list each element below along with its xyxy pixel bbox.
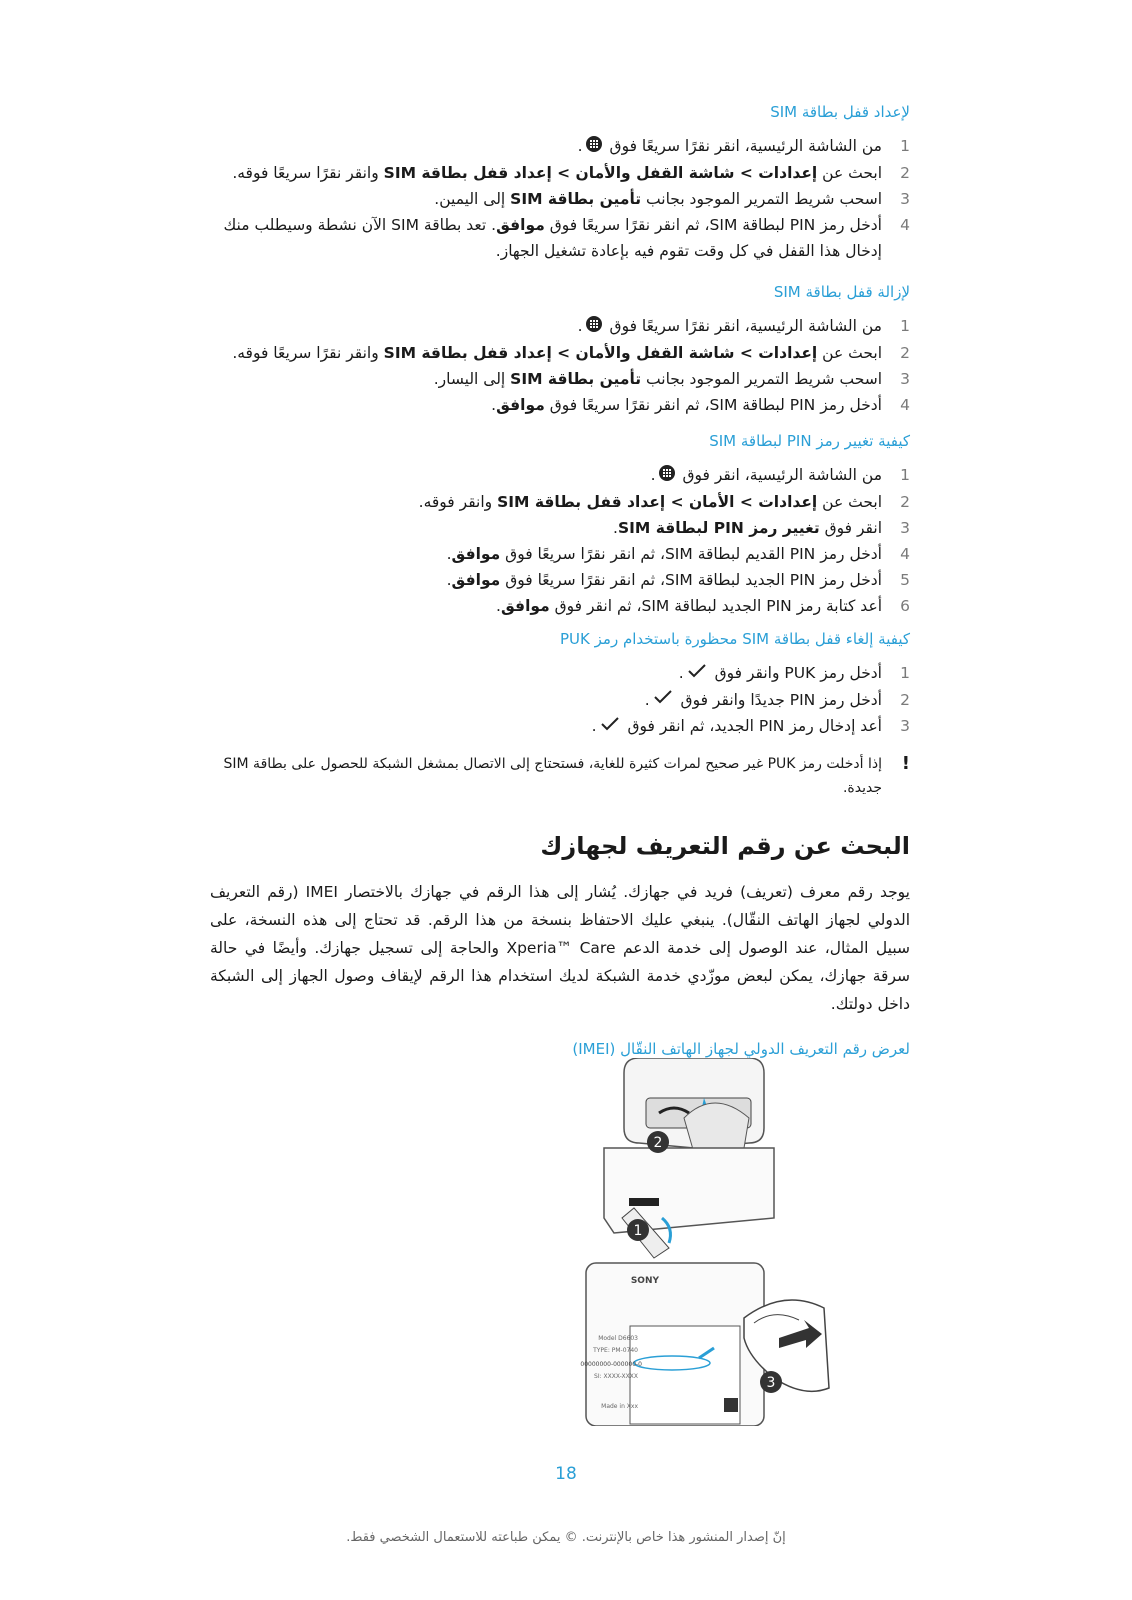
step-text: أدخل رمز PIN جديدًا وانقر فوق (675, 690, 882, 709)
menu-path: إعدادات > الأمان > إعداد قفل بطاقة SIM (497, 492, 818, 511)
section-title: كيفية تغيير رمز PIN لبطاقة SIM (709, 432, 910, 450)
step-tail: . (678, 664, 684, 682)
step-number: 1 (900, 137, 910, 155)
step-text: أدخل رمز PIN الجديد لبطاقة SIM، ثم انقر نقرًا سريعًا فوق (500, 570, 882, 589)
warning-note (210, 752, 910, 800)
setting-name: تأمين بطاقة SIM (510, 369, 642, 388)
step-number: 4 (900, 544, 910, 563)
step-text: من الشاشة الرئيسية، انقر فوق (677, 466, 882, 484)
step-tail: . (446, 544, 452, 563)
section-change-pin (210, 432, 910, 619)
phone-side-diagram (604, 1148, 774, 1258)
step-number: 2 (900, 492, 910, 511)
step-text: ابحث عن (817, 343, 882, 362)
list-item (210, 160, 910, 186)
label-made: Made in Xxx (601, 1403, 638, 1410)
step-number: 2 (900, 343, 910, 362)
step-tail: إلى اليسار. (433, 369, 511, 388)
warning-icon: ! (901, 753, 910, 774)
step-number: 1 (900, 664, 910, 682)
section-title: لإعداد قفل بطاقة SIM (770, 103, 910, 121)
label-sn: SI: XXXX-XXXX (594, 1373, 638, 1380)
list-item (210, 660, 910, 687)
step-number: 3 (900, 717, 910, 735)
step-text: من الشاشة الرئيسية، انقر نقرًا سريعًا فوق (604, 317, 882, 335)
step-number: 1 (900, 466, 910, 484)
step-text: انقر فوق (819, 518, 882, 537)
imei-section (210, 832, 910, 1058)
list-item (210, 313, 910, 340)
steps-list (210, 462, 910, 619)
check-icon (687, 661, 707, 687)
step-text: من الشاشة الرئيسية، انقر نقرًا سريعًا فوق (604, 137, 882, 155)
ok-label: موافق (496, 395, 545, 414)
step-text: اسحب شريط التمرير الموجود بجانب (641, 369, 882, 388)
label-imei: 00000000-000000-0 (580, 1361, 642, 1368)
step-number: 3 (900, 518, 910, 537)
step-text: اسحب شريط التمرير الموجود بجانب (641, 189, 882, 208)
list-item (210, 687, 910, 714)
list-item (210, 541, 910, 567)
svg-text:3: 3 (766, 1375, 776, 1391)
imei-paragraph: يوجد رقم معرف (تعريف) فريد في جهازك. يُشار إلى هذا الرقم في جهازك بالاختصار IMEI (رقم التعريف الدولي لجهاز الهاتف النقّال). ينبغي عليك الاحتفاظ بنسخة من هذا الرقم. قد تحتاج إلى هذه النسخة، على سبيل المثال، عند الوصول إلى خدمة الدعم Xperia™ Care والحاجة إلى تسجيل جهازك. وأيضًا في حالة سرقة جهازك، يمكن لبعض موزّدي خدمة الشبكة لديك استخدام هذا الرقم لإيقاف وصول الجهاز إلى الشبكة داخل دولتك. (210, 883, 910, 1013)
step-number: 5 (900, 570, 910, 589)
step-tail: . (577, 317, 583, 335)
list-item (210, 340, 910, 366)
step-tail: . (613, 518, 618, 537)
step-text: أدخل رمز PIN لبطاقة SIM، ثم انقر نقرًا سريعًا فوق (544, 215, 882, 234)
step-text: أعد إدخال رمز PIN الجديد، ثم انقر فوق (622, 717, 882, 735)
step-tail: وانقر نقرًا سريعًا فوقه. (232, 163, 384, 182)
footer-text: إنّ إصدار المنشور هذا خاص بالإنترنت. © يمكن طباعته للاستعمال الشخصي فقط. (346, 1530, 786, 1545)
check-icon (653, 687, 673, 713)
ok-label: موافق (451, 544, 501, 563)
label-type: TYPE: PM-0740 (593, 1347, 638, 1354)
list-item (210, 366, 910, 392)
apps-icon (659, 463, 675, 489)
list-item (210, 713, 910, 740)
step-number: 2 (900, 163, 910, 182)
imei-illustration (574, 1058, 834, 1426)
step-number: 1 (900, 317, 910, 335)
step-text: أدخل رمز PUK وانقر فوق (709, 664, 882, 682)
menu-path: إعدادات > شاشة القفل والأمان > إعداد قفل بطاقة SIM (383, 163, 818, 182)
list-item (210, 489, 910, 515)
step-tail: . (446, 570, 452, 589)
page-number: 18 (555, 1464, 577, 1484)
callout-3 (760, 1371, 782, 1393)
step-text: أعد كتابة رمز PIN الجديد لبطاقة SIM، ثم انقر فوق (549, 596, 882, 615)
step-tail: . تعد بطاقة SIM الآن نشطة وسيطلب منك إدخال هذا القفل في كل وقت تقوم فيه بإعادة تشغيل الجهاز. (223, 215, 882, 260)
phone-front-diagram (580, 1263, 764, 1426)
section-title: لإزالة قفل بطاقة SIM (773, 283, 910, 301)
svg-text:2: 2 (653, 1135, 663, 1151)
page-title: البحث عن رقم التعريف لجهازك (540, 832, 910, 860)
step-number: 3 (900, 369, 910, 388)
step-number: 4 (900, 215, 910, 234)
note-text: إذا أدخلت رمز PUK غير صحيح لمرات كثيرة للغاية، فستحتاج إلى الاتصال بمشغل الشبكة للحصول على بطاقة SIM جديدة. (223, 756, 882, 796)
section-title: كيفية إلغاء قفل بطاقة SIM محظورة باستخدام رمز PUK (560, 630, 910, 648)
apps-icon (586, 134, 602, 160)
callout-1 (627, 1219, 649, 1241)
steps-list (210, 660, 910, 740)
callout-2 (647, 1131, 669, 1153)
list-item (210, 392, 910, 418)
step-tail: . (591, 717, 597, 735)
step-tail: إلى اليمين. (434, 189, 511, 208)
step-number: 6 (900, 596, 910, 615)
section-title: لعرض رقم التعريف الدولي لجهاز الهاتف النقّال (IMEI) (572, 1040, 910, 1058)
steps-list (210, 133, 910, 264)
label-model: Model D6603 (598, 1335, 638, 1342)
step-number: 4 (900, 395, 910, 414)
list-item (210, 515, 910, 541)
step-tail: . (650, 466, 656, 484)
step-number: 2 (900, 690, 910, 709)
list-item (210, 212, 910, 264)
steps-list (210, 313, 910, 418)
list-item (210, 186, 910, 212)
step-tail: وانقر نقرًا سريعًا فوقه. (232, 343, 384, 362)
step-tail: . (644, 690, 650, 709)
ok-label: موافق (451, 570, 501, 589)
step-tail: . (577, 137, 583, 155)
check-icon (600, 714, 620, 740)
list-item (210, 462, 910, 489)
svg-text:1: 1 (633, 1223, 643, 1239)
step-text: أدخل رمز PIN القديم لبطاقة SIM، ثم انقر نقرًا سريعًا فوق (500, 544, 882, 563)
step-text: ابحث عن (817, 163, 882, 182)
step-text: ابحث عن (817, 492, 882, 511)
ok-label: موافق (496, 215, 545, 234)
menu-path: إعدادات > شاشة القفل والأمان > إعداد قفل بطاقة SIM (383, 343, 818, 362)
step-tail: . (496, 596, 501, 615)
step-tail: . (491, 395, 497, 414)
section-unlock-sim (210, 283, 910, 418)
brand-logo: SONY (630, 1276, 659, 1286)
step-number: 3 (900, 189, 910, 208)
section-lock-sim (210, 103, 910, 264)
apps-icon (586, 314, 602, 340)
section-unblock-puk (210, 630, 910, 740)
list-item (210, 133, 910, 160)
sim-tray-diagram (624, 1058, 764, 1153)
setting-name: تغيير رمز PIN لبطاقة SIM (617, 518, 820, 537)
step-tail: وانقر فوقه. (418, 492, 498, 511)
list-item (210, 593, 910, 619)
setting-name: تأمين بطاقة SIM (510, 189, 642, 208)
ok-label: موافق (500, 596, 550, 615)
step-text: أدخل رمز PIN لبطاقة SIM، ثم انقر نقرًا سريعًا فوق (544, 395, 882, 414)
list-item (210, 567, 910, 593)
